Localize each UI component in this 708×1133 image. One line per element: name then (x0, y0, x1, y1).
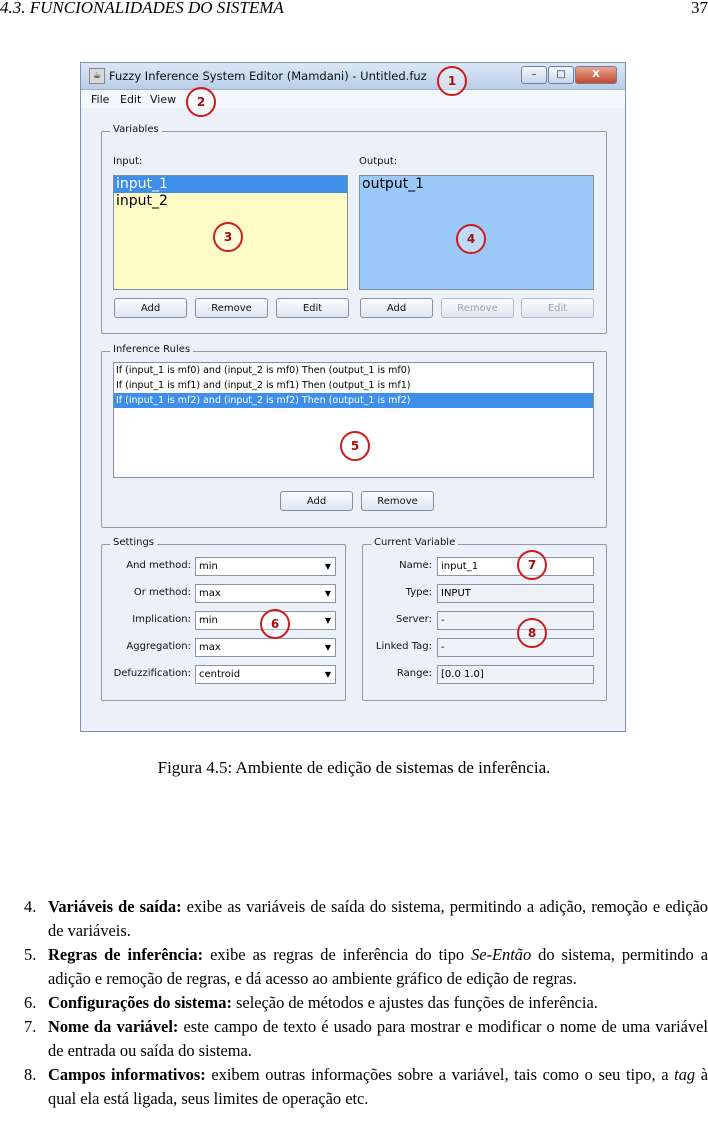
maximize-button[interactable]: □ (548, 66, 574, 84)
item-text: exibem outras informações sobre a variável, tais como o seu tipo, a (205, 1065, 675, 1084)
defuzzification-select[interactable] (195, 665, 336, 684)
rule-item[interactable]: If (input_1 is mf1) and (input_2 is mf1) Then (output_1 is mf1) (116, 380, 411, 391)
linked-tag-label: Linked Tag: (375, 641, 432, 652)
menu-bar (81, 90, 625, 108)
server-label: Server: (396, 614, 432, 625)
menu-edit[interactable]: Edit (120, 93, 142, 106)
item-text: exibe as variáveis de saída do sistema, permitindo a adição, remoção e edição de variáveis. (48, 897, 708, 940)
item-number: 8. (24, 1065, 37, 1084)
list-item (24, 1015, 708, 1063)
figure-caption: Figura 4.5: Ambiente de edição de sistemas de inferência. (157, 758, 551, 777)
window-title: Fuzzy Inference System Editor (Mamdani) - Untitled.fuz (109, 69, 427, 83)
coffee-cup-icon: ☕ (89, 68, 105, 84)
section-title: 4.3. FUNCIONALIDADES DO SISTEMA (0, 0, 284, 17)
chevron-down-icon: ▼ (324, 562, 331, 571)
and-method-label: And method: (126, 560, 191, 571)
editor-window (80, 62, 626, 732)
item-number: 5. (24, 945, 37, 964)
variable-type-field: INPUT (437, 584, 594, 603)
description-list (24, 895, 708, 1111)
aggregation-label: Aggregation: (126, 641, 191, 652)
menu-view[interactable]: View (150, 93, 177, 106)
remove-input-button[interactable]: Remove (195, 298, 268, 318)
list-item[interactable]: input_1 (114, 176, 347, 193)
or-method-label: Or method: (133, 587, 191, 598)
item-term: Nome da variável: (48, 1017, 179, 1036)
item-emphasis: Se-Então (471, 945, 532, 964)
item-term: Variáveis de saída: (48, 897, 182, 916)
list-item (24, 895, 708, 943)
title-bar[interactable] (81, 63, 625, 90)
remove-rule-button[interactable]: Remove (361, 491, 434, 511)
callout-marker: 2 (186, 87, 216, 117)
item-emphasis: tag (674, 1065, 696, 1084)
and-method-select[interactable] (195, 557, 336, 576)
item-text: à qual ela está ligada, seus limites de operação etc. (48, 1065, 708, 1108)
edit-output-button[interactable]: Edit (521, 298, 594, 318)
item-term: Configurações do sistema: (48, 993, 232, 1012)
inference-rules-legend: Inference Rules (110, 344, 193, 355)
list-item[interactable]: input_2 (116, 193, 168, 209)
menu-file[interactable]: File (91, 93, 110, 106)
list-item (24, 991, 708, 1015)
implication-value: min (199, 615, 218, 626)
callout-marker: 7 (517, 550, 547, 580)
rule-item[interactable]: If (input_1 is mf2) and (input_2 is mf2) Then (output_1 is mf2) (114, 393, 593, 408)
minimize-button[interactable]: – (521, 66, 547, 84)
callout-marker: 4 (456, 224, 486, 254)
callout-marker: 3 (213, 222, 243, 252)
page-number: 37 (691, 0, 708, 17)
defuzzification-value: centroid (199, 669, 241, 680)
close-button[interactable]: X (575, 66, 617, 84)
list-item (24, 1063, 708, 1111)
chevron-down-icon: ▼ (324, 643, 331, 652)
range-field: [0.0 1.0] (437, 665, 594, 684)
list-item (24, 943, 708, 991)
or-method-value: max (199, 588, 221, 599)
linked-tag-field: - (437, 638, 594, 657)
aggregation-select[interactable] (195, 638, 336, 657)
callout-marker: 5 (340, 431, 370, 461)
implication-label: Implication: (132, 614, 191, 625)
item-term: Campos informativos: (48, 1065, 206, 1084)
type-label: Type: (405, 587, 432, 598)
chevron-down-icon: ▼ (324, 670, 331, 679)
item-number: 7. (24, 1017, 37, 1036)
input-label: Input: (113, 156, 143, 167)
range-label: Range: (396, 668, 432, 679)
and-method-value: min (199, 561, 218, 572)
add-input-button[interactable]: Add (114, 298, 187, 318)
edit-input-button[interactable]: Edit (276, 298, 349, 318)
settings-legend: Settings (110, 537, 157, 548)
item-number: 6. (24, 993, 37, 1012)
callout-marker: 1 (437, 66, 467, 96)
item-text: seleção de métodos e ajustes das funções de inferência. (231, 993, 598, 1012)
server-field: - (437, 611, 594, 630)
remove-output-button[interactable]: Remove (441, 298, 514, 318)
variable-name-field[interactable]: input_1 (437, 557, 594, 576)
add-rule-button[interactable]: Add (280, 491, 353, 511)
add-output-button[interactable]: Add (360, 298, 433, 318)
running-head (0, 0, 708, 20)
item-term: Regras de inferência: (48, 945, 204, 964)
item-text: este campo de texto é usado para mostrar e modificar o nome de uma variável de entrada ou saída do sistema. (48, 1017, 708, 1060)
callout-marker: 8 (517, 618, 547, 648)
or-method-select[interactable] (195, 584, 336, 603)
name-label: Name: (399, 560, 432, 571)
current-variable-legend: Current Variable (371, 537, 458, 548)
rule-item[interactable]: If (input_1 is mf0) and (input_2 is mf0) Then (output_1 is mf0) (116, 365, 411, 376)
chevron-down-icon: ▼ (324, 589, 331, 598)
chevron-down-icon: ▼ (324, 616, 331, 625)
output-label: Output: (359, 156, 398, 167)
item-text: do sistema, permitindo a adição e remoção de regras, e dá acesso ao ambiente gráfico de edição de regras. (48, 945, 708, 988)
callout-marker: 6 (260, 609, 290, 639)
variables-legend: Variables (110, 124, 162, 135)
item-text: exibe as regras de inferência do tipo (203, 945, 472, 964)
item-number: 4. (24, 897, 37, 916)
defuzzification-label: Defuzzification: (113, 668, 191, 679)
aggregation-value: max (199, 642, 221, 653)
list-item[interactable]: output_1 (362, 176, 425, 192)
